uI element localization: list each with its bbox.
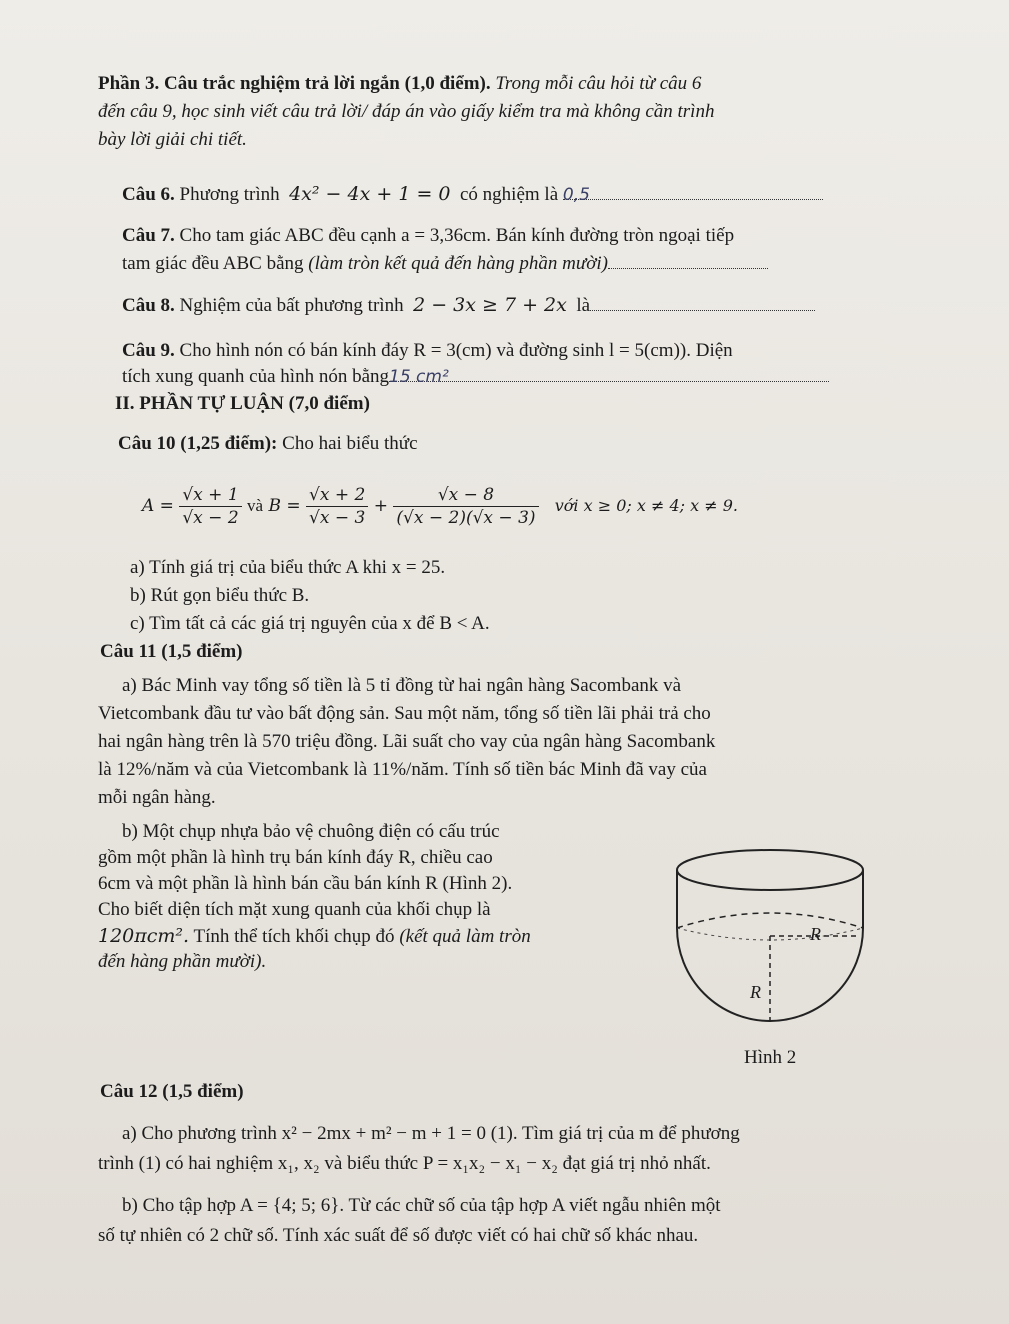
question-8 bbox=[122, 293, 815, 318]
q11-b-line-2: gồm một phần là hình trụ bán kính đáy R, chiều cao bbox=[98, 847, 493, 868]
q11-label: Câu 11 (1,5 điểm) bbox=[100, 641, 243, 662]
q6-handwritten-answer: 0,5 bbox=[562, 185, 590, 205]
q12-a-line-1: a) Cho phương trình x² − 2mx + m² − m + 1 = 0 (1). Tìm giá trị của m để phương bbox=[122, 1123, 740, 1144]
q11-a-line-3: hai ngân hàng trên là 570 triệu đồng. Lãi suất cho vay của ngân hàng Sacombank bbox=[98, 731, 716, 752]
q10-condition: với x ≥ 0; x ≠ 4; x ≠ 9. bbox=[554, 496, 738, 515]
q9-label: Câu 9. bbox=[122, 340, 175, 361]
q11-area-value: 120πcm². bbox=[98, 925, 190, 947]
q8-tail: là bbox=[576, 295, 591, 316]
q8-answer-line[interactable] bbox=[590, 294, 815, 311]
B-lhs: B = bbox=[268, 496, 301, 516]
B2-numerator: √x − 8 bbox=[393, 484, 538, 507]
q10-part-b: b) Rút gọn biểu thức B. bbox=[130, 585, 310, 606]
q11-b-line-5 bbox=[98, 924, 531, 949]
question-10-heading bbox=[118, 432, 418, 456]
q10-part-c: c) Tìm tất cả các giá trị nguyên của x để B < A. bbox=[130, 613, 490, 634]
question-7-line-1 bbox=[122, 224, 734, 248]
B-fraction-2 bbox=[393, 484, 538, 529]
q11-a-line-2: Vietcombank đầu tư vào bất động sản. Sau một năm, tổng số tiền lãi phải trả cho bbox=[98, 703, 711, 724]
A-fraction bbox=[179, 484, 241, 529]
figure-2-bell-cover bbox=[670, 840, 910, 1040]
q12-b-line-1: b) Cho tập hợp A = {4; 5; 6}. Từ các chữ số của tập hợp A viết ngẫu nhiên một bbox=[122, 1195, 721, 1216]
part3-heading: Phần 3. Câu trắc nghiệm trả lời ngắn (1,0 điểm). bbox=[98, 73, 491, 94]
q10-part-a: a) Tính giá trị của biểu thức A khi x = 25. bbox=[130, 557, 446, 578]
q12-label: Câu 12 (1,5 điểm) bbox=[100, 1081, 244, 1102]
q8-inequality: 2 − 3x ≥ 7 + 2x bbox=[413, 294, 567, 316]
q11-b-line-1: b) Một chụp nhựa bảo vệ chuông điện có cấu trúc bbox=[122, 821, 500, 842]
plus-sign: + bbox=[373, 496, 388, 516]
A-denominator: √x − 2 bbox=[182, 508, 239, 528]
q6-text-1: Phương trình bbox=[179, 184, 280, 205]
B2-denominator: (√x − 2)(√x − 3) bbox=[396, 508, 536, 528]
q11-b-line-4: Cho biết diện tích mặt xung quanh của khối chụp là bbox=[98, 899, 491, 920]
q11-b-line-5-text: Tính thể tích khối chụp đó bbox=[193, 926, 395, 947]
q11-a-line-5: mỗi ngân hàng. bbox=[98, 787, 216, 808]
part3-instruction-3: bày lời giải chi tiết. bbox=[98, 129, 247, 150]
q8-label: Câu 8. bbox=[122, 295, 175, 316]
A-lhs: A = bbox=[142, 496, 174, 516]
part2-heading: II. PHẦN TỰ LUẬN (7,0 điểm) bbox=[115, 393, 370, 414]
q7-line-2a: tam giác đều ABC bằng bbox=[122, 253, 304, 274]
q6-label: Câu 6. bbox=[122, 184, 175, 205]
hemisphere-back-rim bbox=[677, 913, 863, 928]
figure-2-caption: Hình 2 bbox=[744, 1047, 797, 1068]
q9-line-1: Cho hình nón có bán kính đáy R = 3(cm) và đường sinh l = 5(cm)). Diện bbox=[179, 340, 733, 361]
q7-answer-line[interactable] bbox=[608, 252, 768, 269]
q12-b-line-2: số tự nhiên có 2 chữ số. Tính xác suất để số được viết có hai chữ số khác nhau. bbox=[98, 1225, 699, 1246]
q12-a-line-2: trình (1) có hai nghiệm x₁, x₂ và biểu thức P = x₁x₂ − x₁ − x₂ đạt giá trị nhỏ nhất. bbox=[98, 1153, 711, 1174]
q6-equation: 4x² − 4x + 1 = 0 bbox=[289, 183, 451, 205]
cylinder-top-ellipse bbox=[677, 850, 863, 890]
part3-heading-line bbox=[98, 72, 701, 96]
q9-answer-line[interactable] bbox=[389, 365, 829, 387]
q8-text: Nghiệm của bất phương trình bbox=[179, 295, 404, 316]
q11-a-line-1: a) Bác Minh vay tổng số tiền là 5 tỉ đồng từ hai ngân hàng Sacombank và bbox=[122, 675, 682, 696]
q11-b-line-3: 6cm và một phần là hình bán cầu bán kính R (Hình 2). bbox=[98, 873, 513, 894]
q9-handwritten-answer: 15 cm² bbox=[389, 367, 449, 387]
q10-expressions bbox=[142, 484, 738, 529]
figure-label-R-horizontal: R bbox=[810, 924, 821, 944]
and-word: và bbox=[247, 496, 264, 515]
question-9-line-1 bbox=[122, 339, 733, 363]
q6-answer-line[interactable] bbox=[562, 183, 823, 205]
question-7-line-2 bbox=[122, 252, 768, 276]
B1-numerator: √x + 2 bbox=[306, 484, 368, 507]
q10-label: Câu 10 (1,25 điểm): bbox=[118, 433, 278, 454]
q11-a-line-4: là 12%/năm và của Vietcombank là 11%/năm. Tính số tiền bác Minh đã vay của bbox=[98, 759, 707, 780]
q11-b-line-5-italic: (kết quả làm tròn bbox=[399, 926, 531, 947]
figure-label-R-vertical: R bbox=[750, 982, 761, 1002]
q7-line-2b: (làm tròn kết quả đến hàng phần mười) bbox=[308, 253, 608, 274]
q7-label: Câu 7. bbox=[122, 225, 175, 246]
part3-instruction-2: đến câu 9, học sinh viết câu trả lời/ đáp án vào giấy kiểm tra mà không cần trình bbox=[98, 101, 715, 122]
q9-line-2: tích xung quanh của hình nón bằng bbox=[122, 366, 390, 387]
question-6 bbox=[122, 182, 823, 207]
q7-line-1: Cho tam giác ABC đều cạnh a = 3,36cm. Bán kính đường tròn ngoại tiếp bbox=[179, 225, 735, 246]
part3-instruction-1: Trong mỗi câu hỏi từ câu 6 bbox=[495, 73, 702, 94]
q11-b-line-6: đến hàng phần mười). bbox=[98, 951, 267, 972]
B1-denominator: √x − 3 bbox=[309, 508, 366, 528]
question-9-line-2 bbox=[122, 365, 829, 389]
B-fraction-1 bbox=[306, 484, 368, 529]
q6-text-2: có nghiệm là bbox=[460, 184, 559, 205]
q10-intro: Cho hai biểu thức bbox=[282, 433, 418, 454]
A-numerator: √x + 1 bbox=[179, 484, 241, 507]
